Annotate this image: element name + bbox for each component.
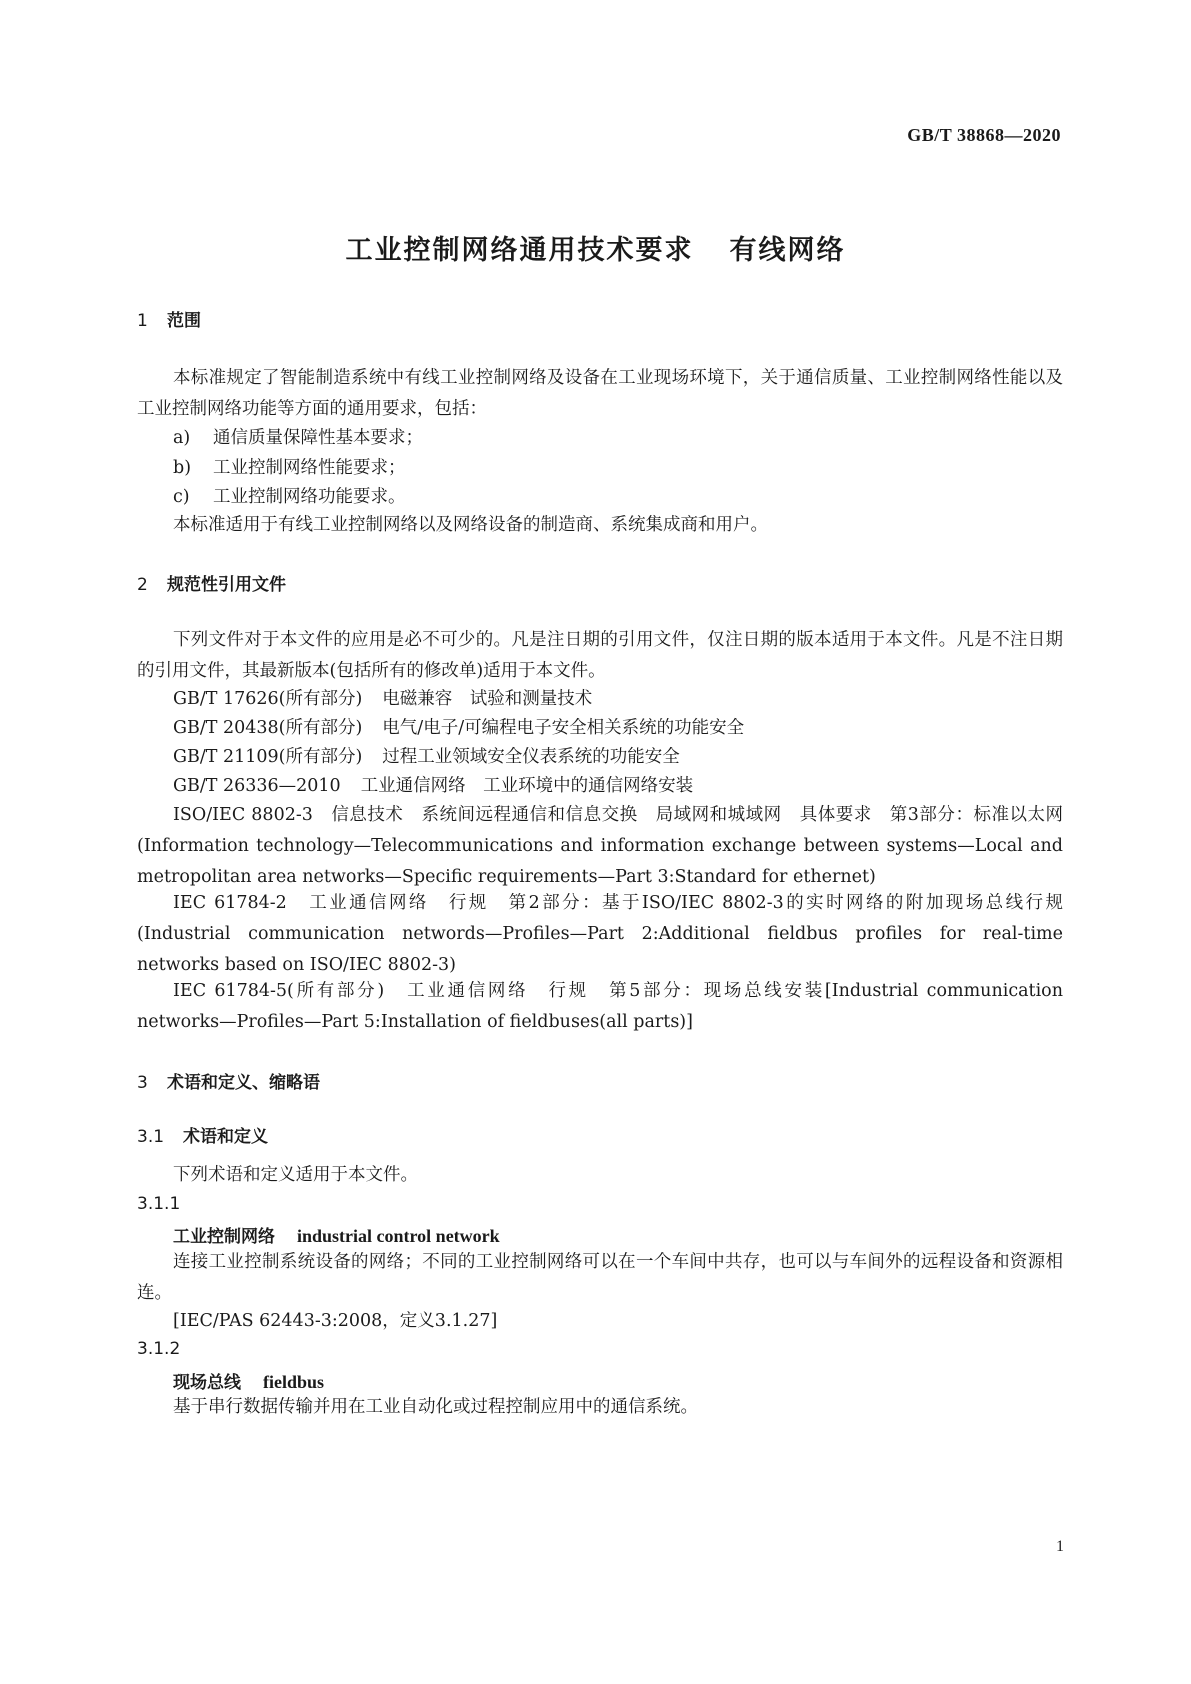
term-zh: 工业控制网络 [173, 1227, 275, 1247]
subsection-number: 3.1 [137, 1127, 165, 1147]
page-number: 1 [1056, 1538, 1064, 1555]
reference-iec-61784-5: IEC 61784-5(所有部分) 工业通信网络 行规 第5部分：现场总线安装[Industrial communication networks—Profiles—Part 5:Installation of fieldbuses(all parts)] [137, 981, 1063, 1032]
section-title: 术语和定义、缩略语 [167, 1073, 320, 1093]
section-2-heading [137, 570, 286, 595]
document-number: GB/T 38868—2020 [907, 125, 1061, 145]
list-text: 通信质量保障性基本要求； [213, 428, 423, 448]
term-definition: 基于串行数据传输并用在工业自动化或过程控制应用中的通信系统。 [173, 1397, 698, 1417]
reference-code: GB/T 17626(所有部分) [173, 689, 363, 709]
scope-statement: 本标准适用于有线工业控制网络以及网络设备的制造商、系统集成商和用户。 [173, 515, 768, 535]
reference-title: 工业通信网络 工业环境中的通信网络安装 [360, 776, 694, 796]
term-en: industrial control network [297, 1226, 500, 1246]
term-heading [173, 1368, 324, 1393]
section-title: 范围 [167, 311, 201, 331]
term-source: [IEC/PAS 62443-3:2008，定义3.1.27] [173, 1311, 498, 1331]
reference-title: 电磁兼容 试验和测量技术 [382, 689, 593, 709]
list-item [173, 423, 423, 454]
reference-code: GB/T 21109(所有部分) [173, 747, 363, 767]
section-number: 2 [137, 575, 148, 595]
term-number: 3.1.2 [137, 1339, 181, 1359]
list-text: 工业控制网络功能要求。 [213, 487, 406, 507]
list-text: 工业控制网络性能要求； [213, 458, 406, 478]
term-en: fieldbus [263, 1372, 325, 1392]
list-item [173, 482, 406, 513]
terms-intro: 下列术语和定义适用于本文件。 [173, 1165, 418, 1185]
list-label: b) [173, 458, 192, 478]
term-heading [173, 1222, 500, 1247]
section-title: 规范性引用文件 [167, 575, 286, 595]
reference-title: 过程工业领域安全仪表系统的功能安全 [382, 747, 680, 767]
reference-item [173, 684, 592, 715]
section-1-heading [137, 306, 201, 331]
reference-title: 电气/电子/可编程电子安全相关系统的功能安全 [382, 718, 745, 738]
section-number: 1 [137, 311, 148, 331]
document-title [0, 228, 1191, 267]
term-zh: 现场总线 [173, 1373, 241, 1393]
subsection-3-1-heading [137, 1122, 268, 1147]
reference-code: GB/T 20438(所有部分) [173, 718, 363, 738]
section-1-intro: 本标准规定了智能制造系统中有线工业控制网络及设备在工业现场环境下，关于通信质量、工业控制网络性能以及工业控制网络功能等方面的通用要求，包括： [137, 368, 1063, 419]
reference-item [173, 771, 693, 802]
reference-iec-61784-2: IEC 61784-2 工业通信网络 行规 第2部分：基于ISO/IEC 8802-3的实时网络的附加现场总线行规(Industrial communication networds—Profiles—Part 2:Additional fieldbus profiles for real-time networks based on ISO/IEC 8802-3) [137, 893, 1063, 975]
reference-code: GB/T 26336—2010 [173, 776, 341, 796]
list-label: c) [173, 487, 190, 507]
title-part: 有线网络 [729, 235, 846, 266]
list-label: a) [173, 428, 191, 448]
term-definition: 连接工业控制系统设备的网络；不同的工业控制网络可以在一个车间中共存，也可以与车间外的远程设备和资源相连。 [137, 1252, 1063, 1303]
list-item [173, 453, 406, 484]
section-2-intro: 下列文件对于本文件的应用是必不可少的。凡是注日期的引用文件，仅注日期的版本适用于本文件。凡是不注日期的引用文件，其最新版本(包括所有的修改单)适用于本文件。 [137, 630, 1063, 681]
section-number: 3 [137, 1073, 148, 1093]
reference-item [173, 742, 680, 773]
term-number: 3.1.1 [137, 1194, 181, 1214]
reference-iso-8802: ISO/IEC 8802-3 信息技术 系统间远程通信和信息交换 局域网和城域网 具体要求 第3部分：标准以太网(Information technology—Telecommunications and information exchange between systems—Local and metropolitan area networks—Specific requirements—Part 3:Standard for ethernet) [137, 805, 1063, 887]
section-3-heading [137, 1068, 320, 1093]
subsection-title: 术语和定义 [183, 1127, 268, 1147]
title-main: 工业控制网络通用技术要求 [345, 235, 694, 266]
reference-item [173, 713, 744, 744]
